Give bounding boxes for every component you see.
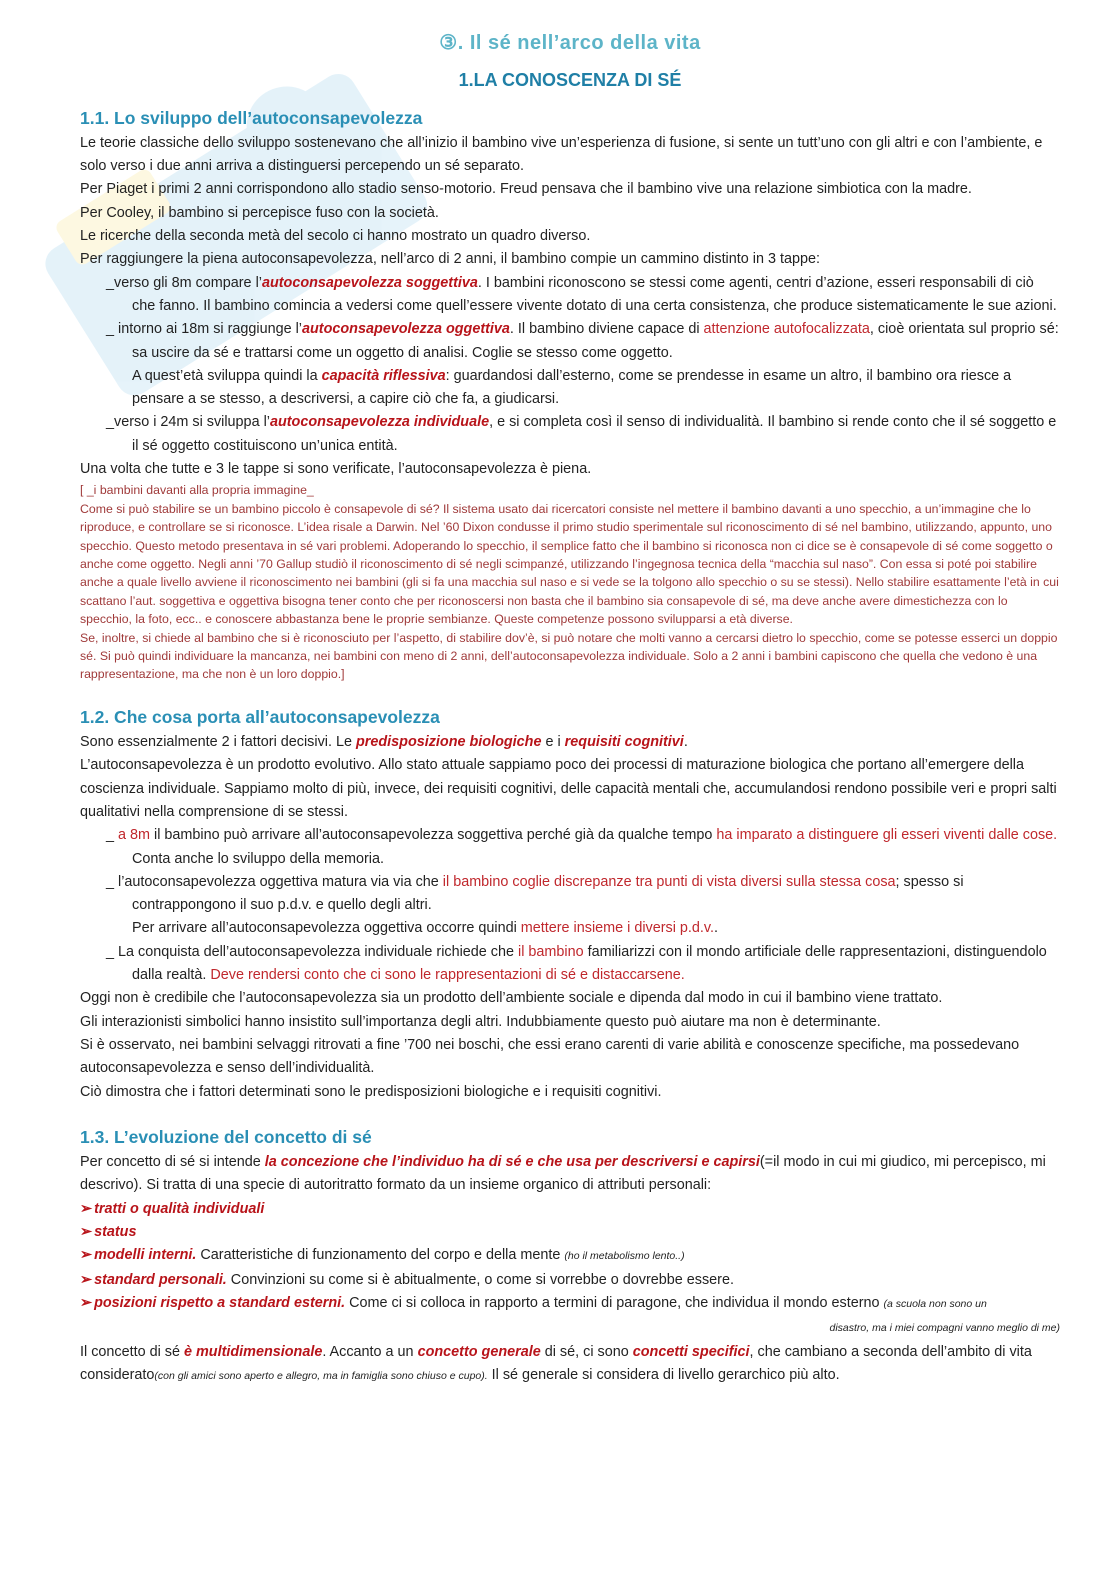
paragraph: Per Piaget i primi 2 anni corrispondono allo stadio senso-motorio. Freud pensava che il bambino vive una relazione simbiotica con la madre. <box>80 181 972 198</box>
arrow-bullet-icon: ➢ <box>80 1200 93 1217</box>
arrow-bullet-icon: ➢ <box>80 1294 93 1311</box>
factor-item: _ a 8m il bambino può arrivare all’autoconsapevolezza soggettiva perché già da qualche tempo ha imparato a distinguere gli esseri viventi dalle cose. Conta anche lo sviluppo della memoria. <box>106 827 1058 867</box>
list-item-continuation: disastro, ma i miei compagni vanno meglio di me) <box>829 1322 1060 1335</box>
document-body <box>80 32 1060 1388</box>
paragraph: Una volta che tutte e 3 le tappe si sono verificate, l’autoconsapevolezza è piena. <box>80 461 592 478</box>
heading-1-1: 1.1. Lo sviluppo dell’autoconsapevolezza <box>80 107 423 128</box>
paragraph: Oggi non è credibile che l’autoconsapevolezza sia un prodotto dell’ambiente sociale e dipenda dal modo in cui il bambino viene trattato. <box>80 990 943 1007</box>
paragraph: Per Cooley, il bambino si percepisce fuso con la società. <box>80 204 439 221</box>
note-text: Se, inoltre, si chiede al bambino che si è riconosciuto per l’aspetto, di stabilire dov’è, si può notare che molti vanno a cercarsi dietro lo specchio, come se potesse esserci un doppio sé. Si può quindi individuare la mancanza, nei bambini con meno di 2 anni, dell’autoconsapevolezza individuale. Solo a 2 anni i bambini capiscono che quella che vedono è una rappresentazione, ma che non è un loro doppio.] <box>80 630 1058 682</box>
stage-item: _verso i 24m si sviluppa l’autoconsapevolezza individuale, e si completa così il senso di individualità. Il bambino si rende conto che il sé soggetto e il sé oggetto costituiscono un’unica entità. <box>106 414 1057 454</box>
paragraph: L’autoconsapevolezza è un prodotto evolutivo. Allo stato attuale sappiamo poco dei processi di maturazione biologica che portano all’emergere della coscienza individuale. Sappiamo molto di più, invece, dei requisiti cognitivi, delle capacità mentali che, accumulandosi rendono possibile veri e propri salti qualitativi nella comprensione di se stessi. <box>80 757 1057 820</box>
paragraph: Il concetto di sé è multidimensionale. Accanto a un concetto generale di sé, ci sono concetti specifici, che cambiano a seconda dell’ambito di vita considerato(con gli amici sono aperto e allegro, ma in famiglia sono chiuso e cupo). Il sé generale si considera di livello gerarchico più alto. <box>80 1343 1032 1383</box>
chapter-title: ③. Il sé nell’arco della vita <box>439 32 701 54</box>
stage-item: _verso gli 8m compare l’autoconsapevolezza soggettiva. I bambini riconoscono se stessi come agenti, centri d’azione, esseri responsabili di ciò che fanno. Il bambino comincia a vedersi come quell’essere vivente dotato di una certa consistenza, che produce sistematicamente le sue azioni. <box>106 274 1057 314</box>
paragraph: Ciò dimostra che i fattori determinati sono le predisposizioni biologiche e i requisiti cognitivi. <box>80 1083 662 1100</box>
arrow-bullet-icon: ➢ <box>80 1224 93 1241</box>
factor-item: _ l’autoconsapevolezza oggettiva matura via via che il bambino coglie discrepanze tra punti di vista diversi sulla stessa cosa; spesso si contrappongono il suo p.d.v. e quello degli altri. <box>106 873 964 914</box>
note-text: Come si può stabilire se un bambino piccolo è consapevole di sé? Il sistema usato dai ricercatori consiste nel mettere il bambino davanti a uno specchio, a un’immagine che lo riproduce, e controllare se si riconosce. L’idea risale a Darwin. Nel ’60 Dixon condusse il primo studio sperimentale sul riconoscimento di sé nel bambino, utilizzando, appunto, uno specchio. Questo metodo presentava in sé vari problemi. Adoperando lo specchio, il semplice fatto che il bambino si riconosca non ci dice se è consapevole di sé come soggetto o anche come oggetto. Negli anni ’70 Gallup studiò il riconoscimento di sé negli scimpanzé, utilizzando l’ingegnosa tecnica della “macchia sul naso”. Con essa si poté poi stabilire anche a quale livello avviene il riconoscimento nei bambini (gli si fa una macchia sul naso e si vede se la tolgono allo specchio o su se stessi). Nello stabilire esattamente l’età in cui scattano l’aut. soggettiva e oggettiva bisogna tener conto che per riconoscersi non basta che il bambino sia consapevole di sé, ma deve anche avere dimestichezza con lo specchio, la foto, ecc.. e conoscere abbastanza bene le proprie sembianze. Queste competenze possono svilupparsi a età diverse. <box>80 501 1059 627</box>
arrow-bullet-icon: ➢ <box>80 1271 93 1288</box>
list-item: ➢ standard personali. Convinzioni su come si è abitualmente, o come si vorrebbe o dovrebbe essere. <box>80 1271 734 1288</box>
heading-1-2: 1.2. Che cosa porta all’autoconsapevolezza <box>80 706 440 727</box>
list-item: ➢ status <box>80 1224 137 1241</box>
factor-subparagraph: Per arrivare all’autoconsapevolezza oggettiva occorre quindi mettere insieme i diversi p.d.v.. <box>132 920 719 937</box>
stage-subparagraph: A quest’età sviluppa quindi la capacità riflessiva: guardandosi dall’esterno, come se prendesse in esame un altro, il bambino ora riesce a pensare a se stesso, a descriversi, a capire ciò che fa, a giudicarsi. <box>132 367 1012 408</box>
paragraph: Sono essenzialmente 2 i fattori decisivi. Le predisposizione biologiche e i requisiti cognitivi. <box>80 734 688 751</box>
stage-item: _ intorno ai 18m si raggiunge l’autoconsapevolezza oggettiva. Il bambino diviene capace di attenzione autofocalizzata, cioè orientata sul proprio sé: sa uscire da sé e trattarsi come un oggetto di analisi. Coglie se stesso come oggetto. <box>106 321 1059 361</box>
paragraph: Le ricerche della seconda metà del secolo ci hanno mostrato un quadro diverso. <box>80 228 591 245</box>
paragraph: Si è osservato, nei bambini selvaggi ritrovati a fine ’700 nei boschi, che essi erano carenti di varie abilità e conoscenze specifiche, ma possedevano autoconsapevolezza e senso dell’individualità. <box>80 1036 1020 1077</box>
factor-item: _ La conquista dell’autoconsapevolezza individuale richiede che il bambino familiarizzi con il mondo artificiale delle rappresentazioni, distinguendolo dalla realtà. Deve rendersi conto che ci sono le rappresentazioni di sé e distaccarsene. <box>106 943 1047 984</box>
paragraph: Per concetto di sé si intende la concezione che l’individuo ha di sé e che usa per descriversi e capirsi(=il modo in cui mi giudico, mi percepisco, mi descrivo). Si tratta di una specie di autoritratto formato da un insieme organico di attributi personali: <box>80 1154 1046 1194</box>
list-item: ➢ modelli interni. Caratteristiche di funzionamento del corpo e della mente (ho il metabolismo lento..) <box>80 1247 685 1264</box>
paragraph: Gli interazionisti simbolici hanno insistito sull’importanza degli altri. Indubbiamente questo può aiutare ma non è determinante. <box>80 1013 881 1030</box>
list-item: ➢ tratti o qualità individuali <box>80 1200 265 1217</box>
arrow-bullet-icon: ➢ <box>80 1247 93 1264</box>
paragraph: Le teorie classiche dello sviluppo sostenevano che all’inizio il bambino vive un’esperienza di fusione, si sente un tutt’uno con gli altri e con l’ambiente, e solo verso i due anni arriva a distinguersi percependo un sé separato. <box>80 134 1043 175</box>
note-heading: [ _i bambini davanti alla propria immagine_ <box>80 483 314 498</box>
list-item: ➢ posizioni rispetto a standard esterni. Come ci si colloca in rapporto a termini di paragone, che individua il mondo esterno (a scuola non sono un <box>80 1294 987 1311</box>
heading-1-3: 1.3. L’evoluzione del concetto di sé <box>80 1126 372 1147</box>
paragraph: Per raggiungere la piena autoconsapevolezza, nell’arco di 2 anni, il bambino compie un cammino distinto in 3 tappe: <box>80 251 820 268</box>
section-title: 1.LA CONOSCENZA DI SÉ <box>458 70 682 91</box>
